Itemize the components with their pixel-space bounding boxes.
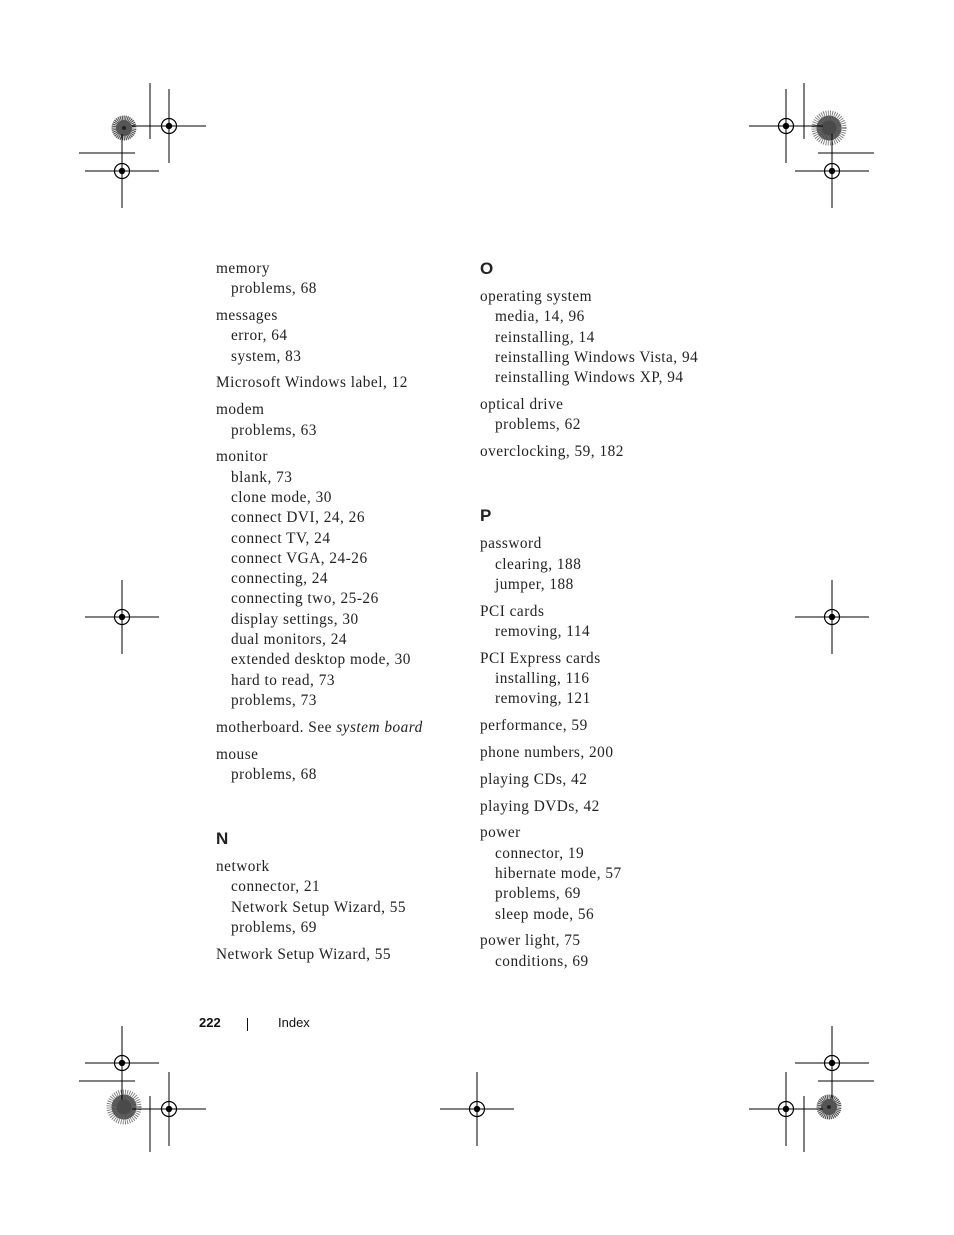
gray-disc-icon [817,116,842,141]
index-subentry: Network Setup Wizard, 55 [231,898,407,916]
section-letter-heading: N [216,829,229,849]
index-subentry: problems, 73 [231,691,317,709]
index-column-right [480,259,730,972]
index-term [480,716,730,736]
index-term-text: motherboard. See [216,718,337,736]
index-subentry: reinstalling Windows XP, 94 [495,369,684,387]
index-subentry: sleep mode, 56 [495,905,595,923]
star-target-icon [112,116,137,141]
index-subentry: display settings, 30 [231,610,359,628]
footer-divider [247,1018,248,1031]
index-term-text: password [480,535,542,553]
index-entry [480,602,730,643]
index-entry [480,649,730,710]
index-subentry: connect DVI, 24, 26 [231,509,365,527]
index-term-text: phone numbers, 200 [480,744,614,762]
index-entry [480,287,730,388]
index-term [216,259,466,279]
registration-mark-icon [795,134,869,208]
registration-mark-icon [85,134,159,208]
index-term-text: mouse [216,745,259,763]
registration-mark-icon [795,580,869,654]
index-entry [480,797,730,817]
index-term [480,602,730,622]
footer-section-label: Index [278,1015,310,1030]
gray-disc-icon [112,1095,137,1120]
index-subentry: problems, 69 [231,919,317,937]
index-subentry: reinstalling, 14 [495,328,595,346]
index-entry [216,447,466,711]
index-entry [216,718,466,738]
index-subentry: extended desktop mode, 30 [231,651,411,669]
index-term [480,649,730,669]
section-letter-heading: P [480,506,492,526]
index-term [216,857,466,877]
index-subentry: connector, 19 [495,844,585,862]
index-entry [480,823,730,924]
index-term-text: playing DVDs, 42 [480,797,600,815]
index-subentry: reinstalling Windows Vista, 94 [495,348,699,366]
index-entry [480,743,730,763]
index-term [480,770,730,790]
index-entry [480,716,730,736]
index-subentry: dual monitors, 24 [231,631,347,649]
index-term-text: operating system [480,288,593,305]
index-subentry: problems, 68 [231,765,317,783]
registration-mark-icon [132,89,206,163]
index-subentry: connect VGA, 24-26 [231,549,368,567]
index-term-text: memory [216,260,270,277]
index-term-text: power light, 75 [480,932,581,950]
index-subentry: connect TV, 24 [231,529,331,547]
index-entry [216,857,466,938]
index-entry [480,534,730,595]
index-term [480,534,730,554]
see-reference: system board [336,718,423,736]
registration-mark-icon [85,1026,159,1100]
index-subentry: problems, 62 [495,416,581,434]
index-subentry: system, 83 [231,347,302,365]
index-entry [216,945,466,965]
index-term-text: power [480,824,521,842]
registration-mark-icon [132,1072,206,1146]
index-subentry: hibernate mode, 57 [495,865,622,883]
index-term-text: Network Setup Wizard, 55 [216,945,392,963]
index-term [480,442,730,462]
index-entry [480,770,730,790]
index-term [216,373,466,393]
index-term [480,931,730,951]
index-entry [216,400,466,441]
index-term [480,743,730,763]
index-subentry: connecting, 24 [231,570,329,588]
registration-mark-icon [749,1072,823,1146]
index-term-text: network [216,858,270,876]
index-subentry: hard to read, 73 [231,671,335,689]
index-entry [216,373,466,393]
registration-mark-icon [440,1072,514,1146]
index-subentry: connector, 21 [231,878,321,896]
index-term-text: overclocking, 59, 182 [480,443,624,461]
index-column-left [216,259,466,965]
index-subentry: connecting two, 25-26 [231,590,379,608]
index-subentry: installing, 116 [495,670,590,688]
index-term-text: PCI Express cards [480,649,601,667]
index-term [480,395,730,415]
star-target-icon [817,1095,842,1120]
index-entry [216,745,466,786]
index-subentry: media, 14, 96 [495,308,585,326]
index-subentry: error, 64 [231,327,288,345]
index-term-text: performance, 59 [480,717,588,735]
index-subentry: problems, 69 [495,885,581,903]
index-term [216,718,466,738]
index-term-text: monitor [216,448,268,466]
index-entry [216,306,466,367]
index-entry [216,259,466,300]
index-term-text: messages [216,307,278,325]
index-term [216,945,466,965]
index-term [216,400,466,420]
index-term-text: playing CDs, 42 [480,770,588,788]
index-term-text: modem [216,401,265,419]
index-term [480,797,730,817]
index-entry [480,395,730,436]
index-term [480,823,730,843]
index-entry [480,931,730,972]
index-subentry: problems, 68 [231,280,317,298]
index-subentry: jumper, 188 [495,575,574,593]
index-term [216,447,466,467]
index-term-text: PCI cards [480,602,545,620]
index-subentry: removing, 114 [495,623,591,641]
index-term [216,306,466,326]
index-subentry: problems, 63 [231,421,317,439]
index-term [480,287,730,307]
index-term-text: Microsoft Windows label, 12 [216,374,408,392]
index-subentry: blank, 73 [231,468,293,486]
index-subentry: clone mode, 30 [231,488,332,506]
index-subentry: conditions, 69 [495,952,589,970]
index-entry [480,442,730,462]
index-term-text: optical drive [480,395,564,413]
registration-mark-icon [85,580,159,654]
index-term [216,745,466,765]
registration-mark-icon [749,89,823,163]
page-number: 222 [199,1015,221,1030]
index-subentry: clearing, 188 [495,555,582,573]
section-letter-heading: O [480,259,494,278]
registration-mark-icon [795,1026,869,1100]
index-subentry: removing, 121 [495,690,591,708]
